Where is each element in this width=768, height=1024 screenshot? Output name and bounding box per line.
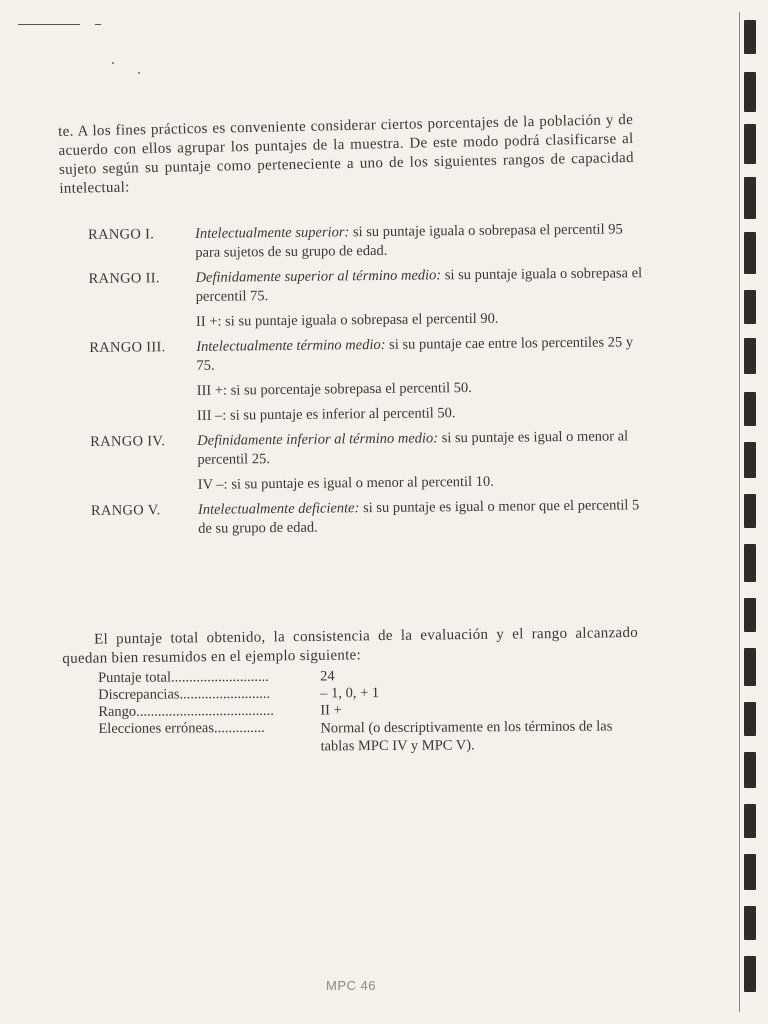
ranges-list [88, 220, 646, 546]
binding-hole [744, 338, 756, 374]
range-label: RANGO IV. [90, 433, 166, 450]
binding-hole [744, 598, 756, 632]
range-description [198, 496, 646, 539]
range-label: RANGO V. [90, 502, 161, 519]
summary-paragraph [62, 624, 638, 669]
binding-hole [744, 290, 756, 324]
speck [112, 62, 114, 64]
range-description [197, 427, 645, 470]
binding-hole [744, 544, 756, 582]
summary-value: – 1, 0, + 1 [320, 685, 380, 702]
range-text: si su puntaje cae entre los percentiles 25 y 75. [196, 334, 634, 374]
binding-hole [744, 804, 756, 838]
binding-hole [744, 956, 756, 992]
range-term: Intelectualmente término medio: [196, 336, 386, 355]
range-subcategory: II +: si su puntaje iguala o sobrepasa el percentil 90. [195, 310, 499, 330]
binding-line [739, 12, 740, 1012]
header-rule [18, 24, 80, 25]
summary-key: Elecciones erróneas.............. [98, 719, 265, 737]
range-description [195, 264, 643, 307]
binding-hole [744, 442, 756, 478]
intro-paragraph: te. A los fines prácticos es conveniente considerar ciertos porcentajes de la población y de acuerdo con ellos agrupar los puntajes de la muestra. De este modo podrá clasificarse al sujeto según su puntaje como perteneciente a uno de los siguientes rangos de capacidad intelectual: [58, 111, 635, 197]
summary-paragraph-text: El puntaje total obtenido, la consistencia de la evaluación y el rango alcanzado quedan bien resumidos en el ejemplo siguiente: [62, 624, 639, 667]
binding-hole [744, 854, 756, 890]
summary-value: Normal (o descriptivamente en los términos de las tablas MPC IV y MPC V). [320, 718, 613, 755]
spiral-binding-edge [734, 12, 768, 1012]
binding-hole [744, 392, 756, 426]
range-item [89, 333, 645, 427]
summary-value: II + [320, 702, 342, 719]
range-description [196, 333, 644, 376]
binding-hole [744, 124, 756, 164]
binding-hole [744, 702, 756, 736]
binding-hole [744, 906, 756, 940]
range-label: RANGO III. [89, 339, 166, 356]
range-label: RANGO I. [88, 226, 155, 243]
summary-value: 24 [319, 668, 335, 685]
range-subcategory: III +: si su porcentaje sobrepasa el percentil 50. [196, 379, 472, 399]
binding-hole [744, 648, 756, 686]
range-label: RANGO II. [88, 270, 160, 287]
header-dash [95, 24, 101, 25]
speck [138, 72, 140, 74]
range-item [90, 427, 646, 496]
range-subcategory: III –: si su puntaje es inferior al percentil 50. [196, 405, 456, 424]
range-item [88, 220, 643, 264]
range-item [88, 264, 644, 333]
range-subcategory: IV –: si su puntaje es igual o menor al percentil 10. [197, 473, 494, 493]
summary-key: Puntaje total........................... [98, 668, 269, 686]
binding-hole [744, 494, 756, 528]
binding-hole [744, 177, 756, 219]
range-description [195, 220, 643, 263]
page-footer: MPC 46 [326, 978, 376, 993]
range-text: si su puntaje es igual o menor que el percentil 5 de su grupo de edad. [198, 497, 640, 537]
summary-row [98, 717, 643, 757]
range-text: si su puntaje es igual o menor al percentil 25. [197, 428, 629, 468]
range-text: si su puntaje iguala o sobrepasa el percentil 75. [195, 265, 643, 305]
binding-hole [744, 72, 756, 112]
binding-hole [744, 20, 756, 54]
range-term: Intelectualmente superior: [195, 224, 350, 242]
range-item [91, 496, 646, 540]
binding-hole [744, 232, 756, 274]
binding-hole [744, 752, 756, 788]
range-term: Definidamente inferior al término medio: [197, 430, 439, 449]
summary-key: Discrepancias......................... [98, 685, 271, 703]
range-term: Intelectualmente deficiente: [197, 500, 360, 518]
summary-table [98, 666, 644, 757]
summary-key: Rango...................................... [98, 702, 274, 720]
range-text: si su puntaje iguala o sobrepasa el percentil 95 para sujetos de su grupo de edad. [195, 221, 623, 261]
range-term: Definidamente superior al término medio: [195, 267, 442, 286]
